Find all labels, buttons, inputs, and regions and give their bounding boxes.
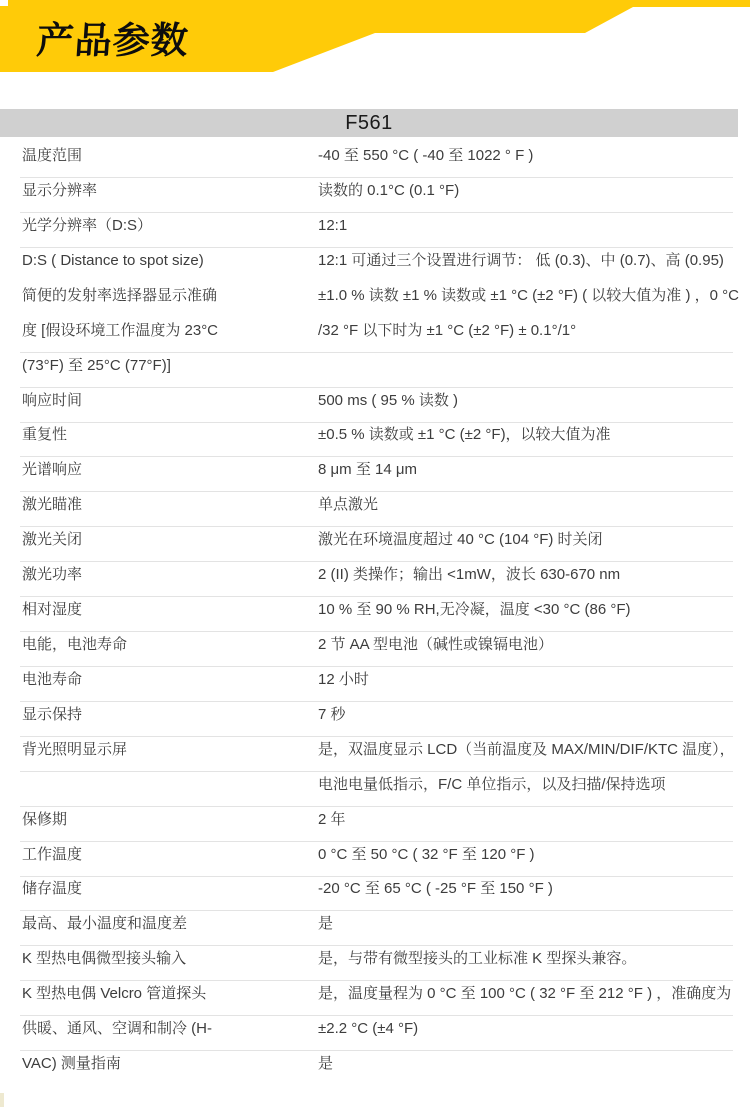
row-divider bbox=[20, 352, 733, 353]
next-section-fragment bbox=[0, 1093, 4, 1107]
row-divider bbox=[20, 1015, 733, 1016]
spec-value: 12:1 可通过三个设置进行调节： 低 (0.3)、中 (0.7)、高 (0.95) bbox=[318, 251, 724, 269]
spec-value: 是 bbox=[318, 1055, 334, 1072]
table-row bbox=[0, 775, 750, 795]
spec-label: 最高、最小温度和温度差 bbox=[22, 915, 188, 933]
table-row bbox=[0, 1019, 750, 1039]
spec-value: 2 (II) 类操作；输出 <1mW，波长 630-670 nm bbox=[318, 566, 621, 584]
spec-label: 响应时间 bbox=[22, 391, 83, 409]
table-row bbox=[0, 216, 750, 236]
spec-label: 温度范围 bbox=[22, 147, 83, 164]
spec-label: K 型热电偶 Velcro 管道探头 bbox=[22, 985, 207, 1003]
table-row bbox=[0, 391, 750, 411]
spec-value: -40 至 550 °C ( -40 至 1022 ° F ) bbox=[318, 147, 534, 164]
spec-label: (73°F) 至 25°C (77°F)] bbox=[22, 356, 171, 374]
table-row bbox=[0, 251, 750, 271]
spec-value: ±2.2 °C (±4 °F) bbox=[318, 1020, 419, 1038]
row-divider bbox=[20, 1050, 733, 1051]
spec-label: 激光关闭 bbox=[22, 531, 83, 549]
spec-label: 激光功率 bbox=[22, 566, 83, 584]
spec-value: 是 bbox=[318, 915, 334, 933]
row-divider bbox=[20, 876, 733, 877]
spec-value: 500 ms ( 95 % 读数 ) bbox=[318, 391, 459, 409]
table-row bbox=[0, 425, 750, 445]
spec-value: 12 小时 bbox=[318, 670, 369, 688]
spec-label: 显示分辨率 bbox=[22, 181, 98, 199]
row-divider bbox=[20, 701, 733, 702]
row-divider bbox=[20, 910, 733, 911]
spec-value: 2 年 bbox=[318, 810, 346, 828]
spec-label: 激光瞄准 bbox=[22, 496, 83, 514]
table-row bbox=[0, 356, 750, 376]
table-row bbox=[0, 635, 750, 655]
table-row bbox=[0, 949, 750, 969]
row-divider bbox=[20, 456, 733, 457]
spec-label: 重复性 bbox=[22, 426, 68, 444]
spec-label: 电池寿命 bbox=[22, 670, 83, 688]
row-divider bbox=[20, 596, 733, 597]
spec-value: 是，与带有微型接头的工业标准 K 型探头兼容。 bbox=[318, 950, 637, 968]
spec-label: 光学分辨率（D:S） bbox=[22, 216, 153, 234]
spec-label: 度 [假设环境工作温度为 23°C bbox=[22, 321, 219, 339]
row-divider bbox=[20, 387, 733, 388]
spec-label: 简便的发射率选择器显示准确 bbox=[22, 286, 218, 304]
row-divider bbox=[20, 980, 733, 981]
spec-value: 是，双温度显示 LCD（当前温度及 MAX/MIN/DIF/KTC 温度）， bbox=[318, 740, 735, 758]
spec-label: 供暖、通风、空调和制冷 (H- bbox=[22, 1020, 212, 1038]
spec-value: 读数的 0.1°C (0.1 °F) bbox=[318, 181, 460, 199]
spec-value: 激光在环境温度超过 40 °C (104 °F) 时关闭 bbox=[318, 531, 603, 549]
table-row bbox=[0, 914, 750, 934]
spec-label: 光谱响应 bbox=[22, 461, 83, 479]
spec-label: 保修期 bbox=[22, 810, 68, 828]
row-divider bbox=[20, 561, 733, 562]
spec-value: 8 μm 至 14 μm bbox=[318, 461, 417, 479]
row-divider bbox=[20, 491, 733, 492]
spec-label: 背光照明显示屏 bbox=[22, 740, 128, 758]
spec-label: D:S ( Distance to spot size) bbox=[22, 251, 204, 269]
spec-value: ±0.5 % 读数或 ±1 °C (±2 °F)，以较大值为准 bbox=[318, 426, 611, 444]
spec-label: 显示保持 bbox=[22, 705, 83, 723]
spec-value: 0 °C 至 50 °C ( 32 °F 至 120 °F ) bbox=[318, 845, 535, 863]
table-row bbox=[0, 879, 750, 899]
table-row bbox=[0, 181, 750, 201]
row-divider bbox=[20, 841, 733, 842]
table-row bbox=[0, 705, 750, 725]
spec-value: 单点激光 bbox=[318, 496, 379, 514]
table-row bbox=[0, 845, 750, 865]
spec-label: 工作温度 bbox=[22, 845, 83, 863]
row-divider bbox=[20, 422, 733, 423]
page-title: 产品参数 bbox=[35, 20, 191, 61]
table-row bbox=[0, 670, 750, 690]
spec-value: 电池电量低指示，F/C 单位指示，以及扫描/保持选项 bbox=[318, 775, 666, 793]
table-row bbox=[0, 495, 750, 515]
table-row bbox=[0, 984, 750, 1004]
spec-value: 12:1 bbox=[318, 216, 348, 234]
table-row bbox=[0, 286, 750, 306]
spec-value: /32 °F 以下时为 ±1 °C (±2 °F) ± 0.1°/1° bbox=[318, 321, 577, 339]
spec-value: 是，温度量程为 0 °C 至 100 °C ( 32 °F 至 212 °F ) ，准确度为 bbox=[318, 985, 732, 1003]
spec-label: K 型热电偶微型接头输入 bbox=[22, 950, 187, 968]
table-row bbox=[0, 146, 750, 166]
spec-label: 相对湿度 bbox=[22, 601, 83, 618]
spec-value: -20 °C 至 65 °C ( -25 °F 至 150 °F ) bbox=[318, 880, 553, 898]
table-row bbox=[0, 810, 750, 830]
row-divider bbox=[20, 806, 733, 807]
row-divider bbox=[20, 666, 733, 667]
table-row bbox=[0, 321, 750, 341]
row-divider bbox=[20, 526, 733, 527]
table-row bbox=[0, 740, 750, 760]
table-row bbox=[0, 1054, 750, 1074]
spec-value: 7 秒 bbox=[318, 705, 346, 723]
spec-value: 2 节 AA 型电池（碱性或镍镉电池） bbox=[318, 635, 554, 653]
spec-label: 电能，电池寿命 bbox=[22, 635, 128, 653]
row-divider bbox=[20, 631, 733, 632]
table-row bbox=[0, 460, 750, 480]
row-divider bbox=[20, 771, 733, 772]
row-divider bbox=[20, 212, 733, 213]
table-row bbox=[0, 600, 750, 620]
spec-value: 10 % 至 90 % RH,无冷凝，温度 <30 °C (86 °F) bbox=[318, 601, 631, 618]
model-name: F561 bbox=[345, 111, 393, 134]
row-divider bbox=[20, 247, 733, 248]
spec-label: VAC) 测量指南 bbox=[22, 1055, 121, 1072]
row-divider bbox=[20, 736, 733, 737]
row-divider bbox=[20, 177, 733, 178]
table-row bbox=[0, 530, 750, 550]
row-divider bbox=[20, 945, 733, 946]
spec-value: ±1.0 % 读数 ±1 % 读数或 ±1 °C (±2 °F) ( 以较大值为准 ) ，0 °C bbox=[318, 286, 739, 304]
spec-label: 储存温度 bbox=[22, 880, 83, 898]
table-row bbox=[0, 565, 750, 585]
